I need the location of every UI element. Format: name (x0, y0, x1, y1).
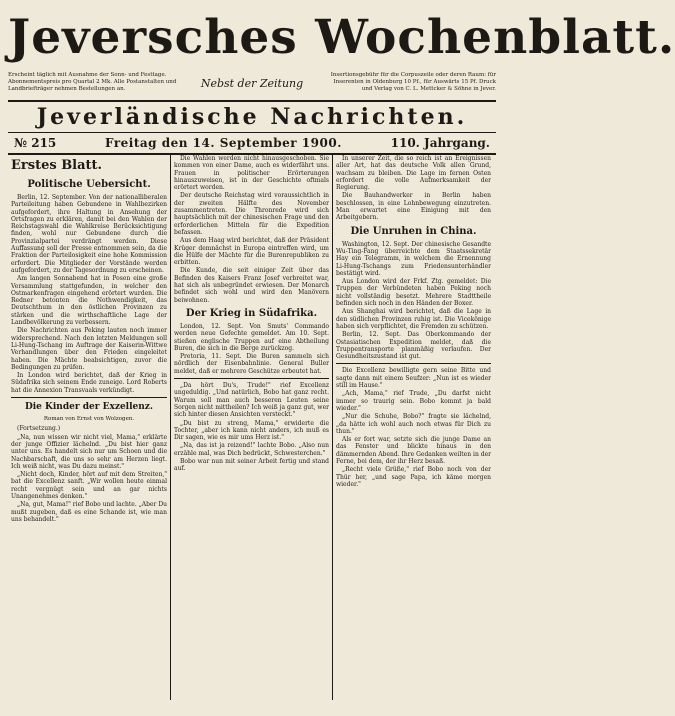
article-paragraph: Aus London wird der Frkf. Ztg. gemeldet: Die Truppen der Verbündeten haben Peking noch nicht vollständig besetzt. Mehrere Stadttheile befinden sich noch in den Händen der Boxer. (336, 278, 491, 308)
column-1 (8, 155, 170, 700)
issue-year: 110. Jahrgang. (390, 136, 490, 150)
article-paragraph: Berlin, 12. Sept. Das Oberkommando der Ostasiatischen Expedition meldet, daß die Truppentransporte planmäßig verlaufen. Der Gesundheitszustand ist gut. (336, 331, 491, 361)
story-paragraph: „Du bist zu streng, Mama," erwiderte die Tochter, „aber ich kann nicht anders, ich muß es Dir sagen, wie es mir ums Herz ist." (174, 419, 329, 442)
feuilleton-byline: Roman von Ernst von Wolzogen. (43, 416, 135, 423)
masthead-subtitle: Nebst der Zeitung (200, 77, 304, 90)
story-paragraph: Als er fort war, setzte sich die junge Dame an das Fenster und blickte hinaus in den dämmernden Abend. Ihre Gedanken weilten in der Ferne, bei dem, der ihr Herz besaß. (336, 436, 491, 465)
story-paragraph: (Fortsetzung.) (17, 425, 61, 433)
section-heading: Politische Uebersicht. (27, 179, 151, 190)
article-paragraph: Die Kunde, die seit einiger Zeit über das Befinden des Kaisers Franz Josef verbreitet war, hat sich als unbegründet erwiesen. Der Monarch befindet sich wohl und wird den Manövern beiwohnen. (174, 267, 329, 304)
column-3 (332, 155, 494, 700)
masthead-title: Jeversches Wochenblatt. (8, 10, 675, 65)
divider (174, 378, 329, 379)
article-paragraph: Pretoria, 11. Sept. Die Buren sammeln sich nördlich der Eisenbahnlinie. General Buller meldet, daß er mehrere Geschütze erbeutet hat. (174, 353, 329, 375)
article-paragraph: Washington, 12. Sept. Der chinesische Gesandte Wu-Ting-Fang überreichte dem Staatssekretär Hay ein Telegramm, in welchem die Ernennung Li-Hung-Tschangs zum Friedensunterhändler bestätigt wird. (336, 240, 491, 277)
story-paragraph: „Na, nun wissen wir nicht viel, Mama," erklärte der junge Offizier lächelnd. „Du bist hier ganz unter uns. Es handelt sich nur um Schoen und die Nachbarschaft, die uns so sehr am Herzen liegt. Ich weiß nicht, was Du dazu meinst." (11, 433, 167, 470)
issue-date: Freitag den 14. September 1900. (105, 136, 342, 150)
article-paragraph: In unserer Zeit, die so reich ist an Ereignissen aller Art, hat das deutsche Volk allen Grund, wachsam zu bleiben. Die Lage im fernen Osten erfordert die volle Aufmerksamkeit der Regierung. (336, 155, 491, 192)
divider (11, 397, 167, 398)
story-paragraph: „Na, gut, Mama!" rief Bobo und lachte. „Aber Du mußt zugeben, daß es eine Schande ist, wie man uns behandelt." (11, 501, 167, 523)
article-paragraph: London, 12. Sept. Von Smuts' Commando werden neue Gefechte gemeldet. Am 10. Sept. stießen englische Truppen auf eine Abtheilung Buren, die sich in die Berge zurückzog. (174, 322, 329, 352)
story-paragraph: „Na, das ist ja reizend!" lachte Bobo. „Also nun erzähle mal, was Dich bedrückt, Schwesterchen." (174, 442, 329, 457)
article-paragraph: Die Bauhandwerker in Berlin haben beschlossen, in eine Lohnbewegung einzutreten. Man erwartet eine Einigung mit den Arbeitgebern. (336, 192, 491, 222)
story-paragraph: „Recht viele Grüße," rief Bobo noch von der Thür her, „und sage Papa, ich käme morgen wieder." (336, 466, 491, 488)
story-paragraph: „Da hört Du's, Trude!" rief Excellenz ungeduldig. „Und natürlich, Bobo hat ganz recht. Warum soll man auch besseren Leuten seine Sorgen nicht mittheilen? Ich weiß ja ganz gut, wer sich hinter diesen Ansichten versteckt." (174, 382, 329, 419)
story-paragraph: Die Excellenz bewilligte gern seine Bitte und sagte dann mit einem Seufzer: „Nun ist es wieder still im Hause." (336, 367, 491, 390)
article-paragraph: Am langen Sonnabend hat in Posen eine große Versammlung stattgefunden, in welcher den Ostmarkenfragen eingehend erörtert wurden. Die Redner betonten die Nothwendigkeit, das Deutschthum in den östlichen Provinzen zu stärken und die wirthschaftliche Lage der Landbevölkerung zu verbessern. (11, 275, 167, 327)
article-paragraph: Aus dem Haag wird berichtet, daß der Präsident Krüger demnächst in Europa eintreffen wird, um die Hülfe der Mächte für die Burenrepubliken zu erbitten. (174, 237, 329, 267)
feuilleton-title: Die Kinder der Exzellenz. (24, 402, 154, 413)
insertion-notice: Insertionsgebühr für die Corpuszeile oder deren Raum: für Inserenten in Oldenburg 10 Pf., für Auswärts 15 Pf. Druck und Verlag von C. L. Mettcker & Söhne in Jever. (330, 72, 496, 92)
article-paragraph: Die Nachrichten aus Peking lauten noch immer widersprechend. Nach den letzten Meldungen soll Li-Hung-Tschang im Auftrage der Kaiserin-Wittwe Verhandlungen über den Frieden eingeleitet haben. Die Mächte beabsichtigen, zuvor die Bedingungen zu prüfen. (11, 327, 167, 371)
story-paragraph: „Nur die Schuhe, Bobo?" fragte sie lächelnd, „da hätte ich wohl auch noch etwas für Dich zu thun." (336, 413, 491, 435)
masthead-subhead (8, 72, 496, 100)
subscription-notice: Erscheint täglich mit Ausnahme der Sonn- und Festtage. Abonnementspreis pro Quartal 2 Mk. Alle Postanstalten und Landbriefträger nehmen Bestellungen an. (8, 72, 177, 92)
article-paragraph: Der deutsche Reichstag wird voraussichtlich in der zweiten Hälfte des November zusammentreten. Die Thronrede wird sich hauptsächlich mit der chinesischen Frage und den erforderlichen Mitteln für die Expedition befassen. (174, 192, 329, 236)
story-paragraph: „Nicht doch, Kinder, hört auf mit dem Streiten," bat die Excellenz sanft. „Wir wollen heute einmal recht vergnügt sein und an gar nichts Unangenehmes denken." (11, 471, 167, 500)
story-paragraph: „Ach, Mama," rief Trude, „Du darfst nicht immer so traurig sein. Bobo kommt ja bald wieder." (336, 390, 491, 412)
supplement-headline: Jeverländische Nachrichten. (36, 104, 468, 130)
issue-number: № 215 (14, 136, 57, 150)
article-paragraph: In London wird berichtet, daß der Krieg in Südafrika sich seinem Ende zuneige. Lord Roberts hat die Annexion Transvaals verkündigt. (11, 372, 167, 394)
article-paragraph: Die Wahlen werden nicht hinausgeschoben. Sie kommen von einer Dame, auch es widerfährt uns. Frauen in politischer Erörterungen hinauszuweisen, ist in der Geschichte oftmals erörtert worden. (174, 155, 329, 192)
divider (336, 363, 491, 364)
section-heading: Die Unruhen in China. (350, 225, 477, 237)
dateline (8, 133, 496, 153)
column-2 (170, 155, 332, 700)
section-heading: Der Krieg in Südafrika. (185, 307, 318, 319)
article-paragraph: Aus Shanghai wird berichtet, daß die Lage in den südlichen Provinzen ruhig ist. Die Vicekönige haben sich verpflichtet, die Fremden zu schützen. (336, 308, 491, 330)
article-paragraph: Berlin, 12. September. Von der nationalliberalen Parteileitung haben Gebundene in Wahlbezirken aufgefordert, ihre Haltung in Ansehung der Ortsfragen zu erklären, damit bei den Wahlen der Reichstagswahl die Wahlkreise Berücksichtigung finden, wohl nur Gebundene durch die Provinzialpartei verdrängt werden. Diese Auffassung soll der Presse entnommen sein, da die Fraktion der Parteilosigkeit eine hohe Kommission erfordert. Die Mitglieder der Vorstände werden aufgefordert, zu der Tagesordnung zu erscheinen. (11, 194, 167, 274)
article-columns (8, 155, 496, 700)
story-paragraph: Bobo war nun mit seiner Arbeit fertig und stand auf. (174, 457, 329, 473)
sheet-label: Erstes Blatt. (11, 158, 103, 173)
